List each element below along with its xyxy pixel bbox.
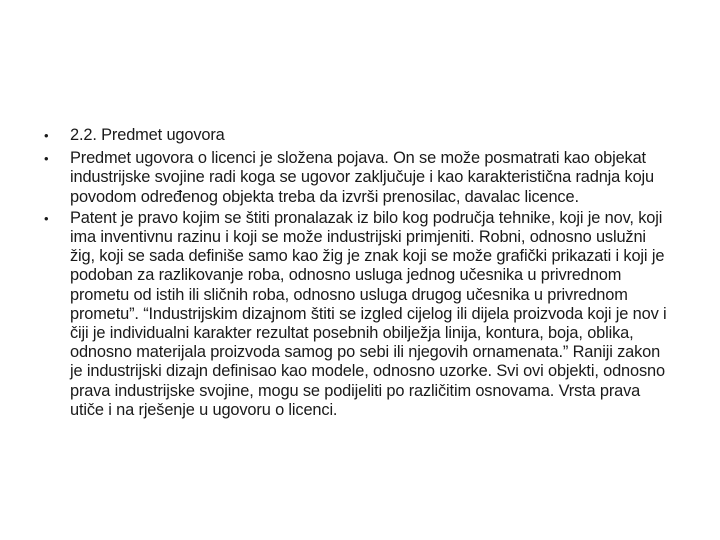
bullet-marker: • xyxy=(44,128,49,143)
bullet-marker: • xyxy=(44,210,49,226)
bullet-item-definition xyxy=(44,149,674,207)
bullet-item-patent xyxy=(44,209,674,420)
bullet-marker: • xyxy=(44,151,49,167)
bullet-item-section-heading xyxy=(44,126,674,145)
bullet-list xyxy=(44,126,674,420)
section-heading: 2.2. Predmet ugovora xyxy=(70,126,225,144)
slide-content xyxy=(44,126,674,422)
bullet-text-patent: Patent je pravo kojim se štiti pronalazak iz bilo kog područja tehnike, koji je nov, koji ima inventivnu razinu i koji se može industrijski primjeniti. Robni, odnosno uslužni žig, koji se sada definiše samo kao žig je znak koji se može grafički prikazati i koji je podoban za razlikovanje roba, odnosno usluga jednog učesnika u privrednom prometu od istih ili sličnih roba, odnosno usluga drugog učesnika u privrednom prometu”. “Industrijskim dizajnom štiti se izgled cijelog ili dijela proizvoda koji je nov i čiji je individualni karakter rezultat posebnih obilježja linija, kontura, boja, oblika, odnosno materijala proizvoda samog po sebi ili njegovih ornamenata.” Raniji zakon je industrijski dizajn definisao kao modele, odnosno uzorke. Svi ovi objekti, odnosno prava industrijske svojine, mogu se podijeliti po različitim osnovama. Vrsta prava utiče i na rješenje u ugovoru o licenci. xyxy=(70,208,667,419)
bullet-text-definition: Predmet ugovora o licenci je složena pojava. On se može posmatrati kao objekat industrijske svojine radi koga se ugovor zaključuje i kao karakteristična radnja koju povodom određenog objekta treba da izvrši prenosilac, davalac licence. xyxy=(70,149,654,206)
